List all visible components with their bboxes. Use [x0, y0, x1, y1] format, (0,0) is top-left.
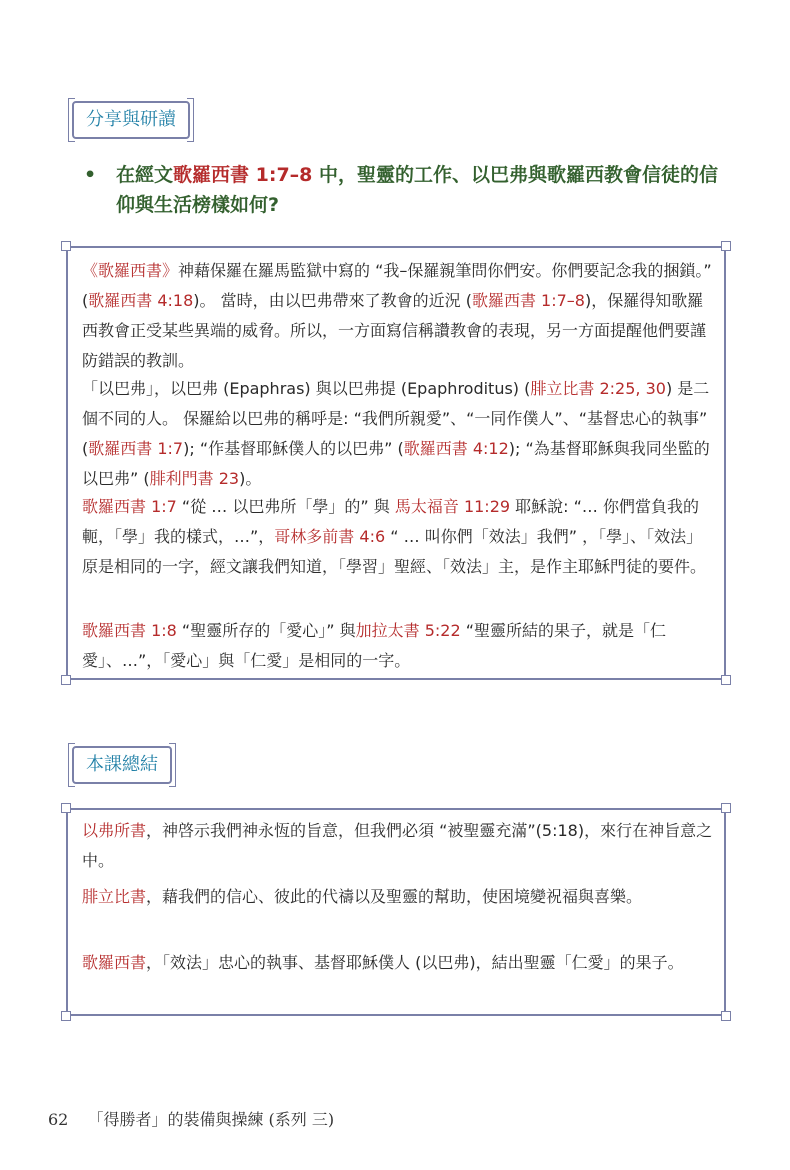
box-corner-ornament: [721, 675, 731, 685]
box-corner-ornament: [61, 803, 71, 813]
text-run: ，藉我們的信心、彼此的代禱以及聖靈的幫助，使困境變祝福與喜樂。: [146, 887, 643, 906]
box-corner-ornament: [721, 803, 731, 813]
section-tag-label: 分享與研讀: [86, 109, 176, 130]
scripture-reference: 哥林多前書 4:6: [274, 527, 386, 546]
scripture-reference: 歌羅西書 4:12: [403, 439, 509, 458]
text-run: )。 當時，由以巴弗帶來了教會的近況 (: [193, 291, 472, 310]
text-run: 耶穌說: “… 你們當負我的軛，「學」我的樣式，…”，: [82, 497, 700, 546]
commentary-paragraph: [82, 374, 718, 494]
question-scripture-ref: 歌羅西書 1:7–8: [173, 164, 313, 186]
text-run: 「以巴弗」，以巴弗 (Epaphras) 與以巴弗提 (Epaphroditus) (: [82, 379, 531, 398]
scripture-reference: 歌羅西書 1:8: [82, 621, 177, 640]
question-text: 在經文歌羅西書 1:7–8 中，聖靈的工作、以巴弗與歌羅西教會信徒的信仰與生活榜樣如何?: [116, 164, 719, 216]
commentary-box: [66, 246, 726, 680]
summary-paragraph: [82, 816, 718, 876]
box-corner-ornament: [721, 1011, 731, 1021]
scripture-reference: 馬太福音 11:29: [394, 497, 511, 516]
section-tag-share-study: [72, 101, 190, 139]
box-corner-ornament: [61, 241, 71, 251]
text-run: “聖靈所存的「愛心」” 與: [176, 621, 356, 640]
page-number: 62: [48, 1110, 69, 1129]
scripture-reference: 以弗所書: [82, 821, 147, 840]
box-corner-ornament: [61, 675, 71, 685]
box-corner-ornament: [61, 1011, 71, 1021]
scripture-reference: 歌羅西書 1:7: [82, 497, 177, 516]
summary-paragraph: [82, 948, 718, 978]
page-footer: [48, 1107, 334, 1130]
text-run: ) 是二個不同的人。 保羅給以巴弗的稱呼是: “我們所親愛”、“一同作僕人”、“基督忠心的執事” (: [82, 379, 710, 458]
scripture-reference: 加拉太書 5:22: [355, 621, 461, 640]
text-run: “ … 叫你們「效法」我們” ，「學」、「效法」原是相同的一字，經文讓我們知道，「學習」聖經、「效法」主，是作主耶穌門徒的要件。: [82, 527, 707, 576]
scripture-reference: 歌羅西書: [82, 953, 147, 972]
scripture-reference: 歌羅西書 1:7–8: [471, 291, 585, 310]
text-run: )。: [239, 469, 262, 488]
book-title: 「得勝者」的裝備與操練 (系列 三): [87, 1110, 335, 1129]
text-run: ); “作基督耶穌僕人的以巴弗” (: [183, 439, 404, 458]
summary-paragraph: [82, 882, 718, 912]
scripture-reference: 腓利門書 23: [149, 469, 240, 488]
text-run: “從 … 以巴弗所「學」的” 與: [176, 497, 395, 516]
text-run: ，「效法」忠心的執事、基督耶穌僕人 (以巴弗)，結出聖靈「仁愛」的果子。: [146, 953, 684, 972]
scripture-reference: 腓立比書 2:25, 30: [530, 379, 666, 398]
scripture-reference: 腓立比書: [82, 887, 147, 906]
bullet-icon: •: [84, 164, 97, 186]
commentary-paragraph: [82, 256, 718, 376]
text-run: “聖靈所結的果子，就是「仁愛」、…”，「愛心」與「仁愛」是相同的一字。: [82, 621, 667, 670]
text-run: 神藉保羅在羅馬監獄中寫的 “我–保羅親筆問你們安。你們要記念我的捆鎖。” (: [82, 261, 712, 310]
commentary-paragraph: [82, 492, 718, 582]
text-run: )，保羅得知歌羅西教會正受某些異端的威脅。所以，一方面寫信稱讚教會的表現，另一方面提醒他們要謹防錯誤的教訓。: [82, 291, 707, 370]
text-run: ); “為基督耶穌與我同坐監的以巴弗” (: [82, 439, 710, 488]
text-run: ，神啓示我們神永恆的旨意，但我們必須 “被聖靈充滿”(5:18)，來行在神旨意之中。: [82, 821, 713, 870]
scripture-reference: 《歌羅西書》: [82, 261, 179, 280]
commentary-paragraph: [82, 616, 718, 676]
section-tag-label: 本課總結: [86, 754, 158, 775]
scripture-reference: 歌羅西書 4:18: [88, 291, 194, 310]
box-corner-ornament: [721, 241, 731, 251]
summary-box: [66, 808, 726, 1016]
section-tag-summary: [72, 746, 172, 784]
scripture-reference: 歌羅西書 1:7: [88, 439, 184, 458]
